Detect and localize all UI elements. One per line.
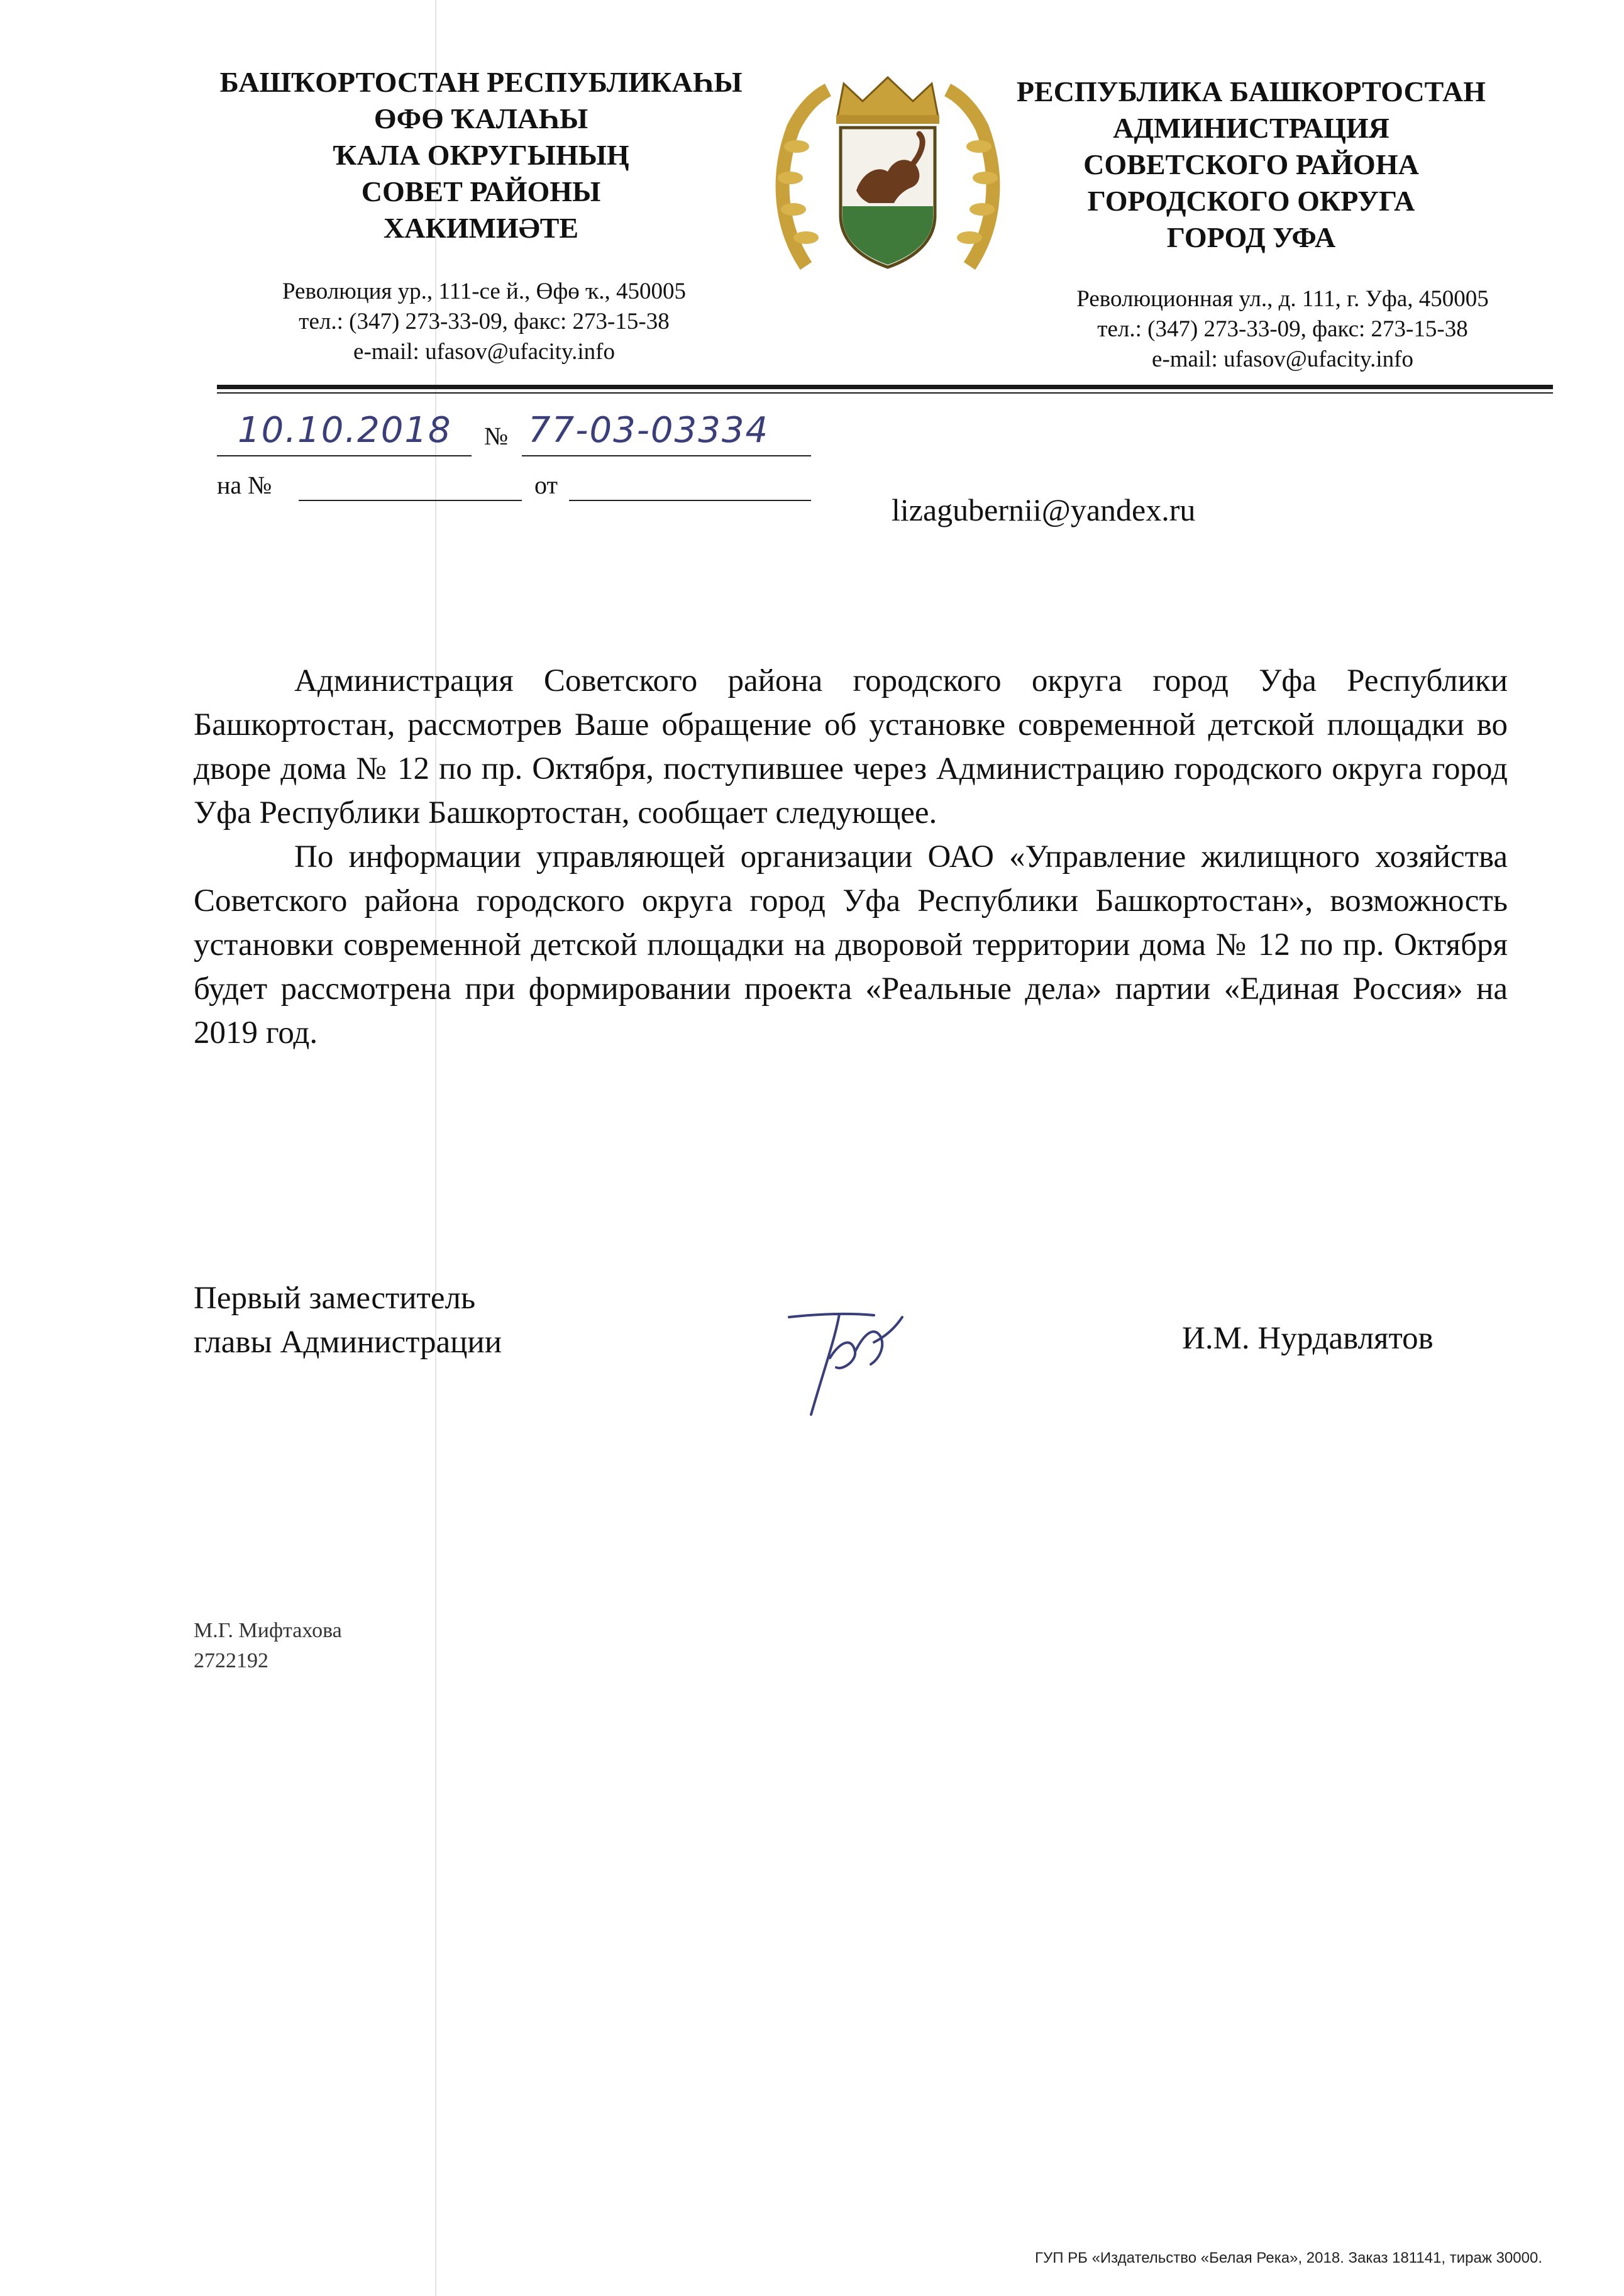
signatory-title [194,1276,502,1364]
signatory-title-line: Первый заместитель [194,1281,476,1316]
header-left-line: ҠАЛА ОКРУГЫНЫҢ [333,139,629,171]
header-right-russian [1000,74,1503,256]
header-left-line: СОВЕТ РАЙОНЫ [361,175,601,207]
number-handwritten: 77-03-03334 [528,410,770,451]
address-left [207,277,761,367]
header-divider-thick [217,385,1553,389]
address-left-line: e-mail: ufasov@ufacity.info [353,339,615,365]
header-left-bashkir [189,64,773,246]
body-paragraph: По информации управляющей организации ОАО «Управление жилищного хозяйства Советского района городского округа город Уфа Республики Башкортостан», возможность установки современной детской площадки на дворовой территории дома № 12 по пр. Октября будет рассмотрена при формировании проекта «Реальные дела» партии «Единая Россия» на 2019 год. [194,839,1508,1051]
header-left-line: ХАКИМИӘТЕ [383,212,579,244]
header-right-line: АДМИНИСТРАЦИЯ [1113,112,1389,144]
address-right-line: Революционная ул., д. 111, г. Уфа, 450005 [1076,286,1489,312]
reply-date-underline [569,500,811,501]
ufa-coat-of-arms-emblem [768,71,1007,279]
executor-name: М.Г. Мифтахова [194,1619,342,1642]
number-underline [522,455,811,456]
body-paragraph: Администрация Советского района городского округа город Уфа Республики Башкортостан, рассмотрев Ваше обращение об установке современной детской площадки во дворе дома № 12 по пр. Октября, поступившее через Администрацию городского округа город Уфа Республики Башкортостан, сообщает следующее. [194,663,1508,831]
address-right-line: тел.: (347) 273-33-09, факс: 273-15-38 [1097,316,1468,342]
signatory-name: И.М. Нурдавлятов [1182,1321,1433,1356]
header-right-line: ГОРОДСКОГО ОКРУГА [1087,185,1415,217]
date-underline [217,455,472,456]
executor-block [194,1616,342,1676]
header-right-line: СОВЕТСКОГО РАЙОНА [1083,148,1419,180]
reply-number-underline [299,500,522,501]
shield-icon [841,128,935,267]
address-left-line: Революция ур., 111-се й., Өфө ҡ., 450005 [282,279,687,304]
address-left-line: тел.: (347) 273-33-09, факс: 273-15-38 [299,309,670,334]
date-handwritten: 10.10.2018 [238,410,452,451]
reply-number-label: на № [217,471,272,499]
number-label: № [484,422,509,450]
handwritten-signature [780,1283,905,1421]
header-divider-thin [217,392,1553,394]
crown-icon [836,77,939,124]
address-right-line: e-mail: ufasov@ufacity.info [1152,346,1413,372]
header-left-line: БАШҠОРТОСТАН РЕСПУБЛИКАҺЫ [219,66,743,98]
printer-footer: ГУП РБ «Издательство «Белая Река», 2018. Заказ 181141, тираж 30000. [1035,2249,1542,2266]
letter-body [194,659,1508,1055]
signatory-title-line: главы Администрации [194,1325,502,1360]
header-right-line: РЕСПУБЛИКА БАШКОРТОСТАН [1016,75,1486,108]
reply-date-label: от [534,471,558,499]
recipient-email: lizagubernii@yandex.ru [892,492,1196,527]
address-right [1006,284,1559,375]
header-right-line: ГОРОД УФА [1166,221,1336,253]
executor-phone: 2722192 [194,1649,268,1672]
header-left-line: ӨФӨ ҠАЛАҺЫ [373,102,588,135]
